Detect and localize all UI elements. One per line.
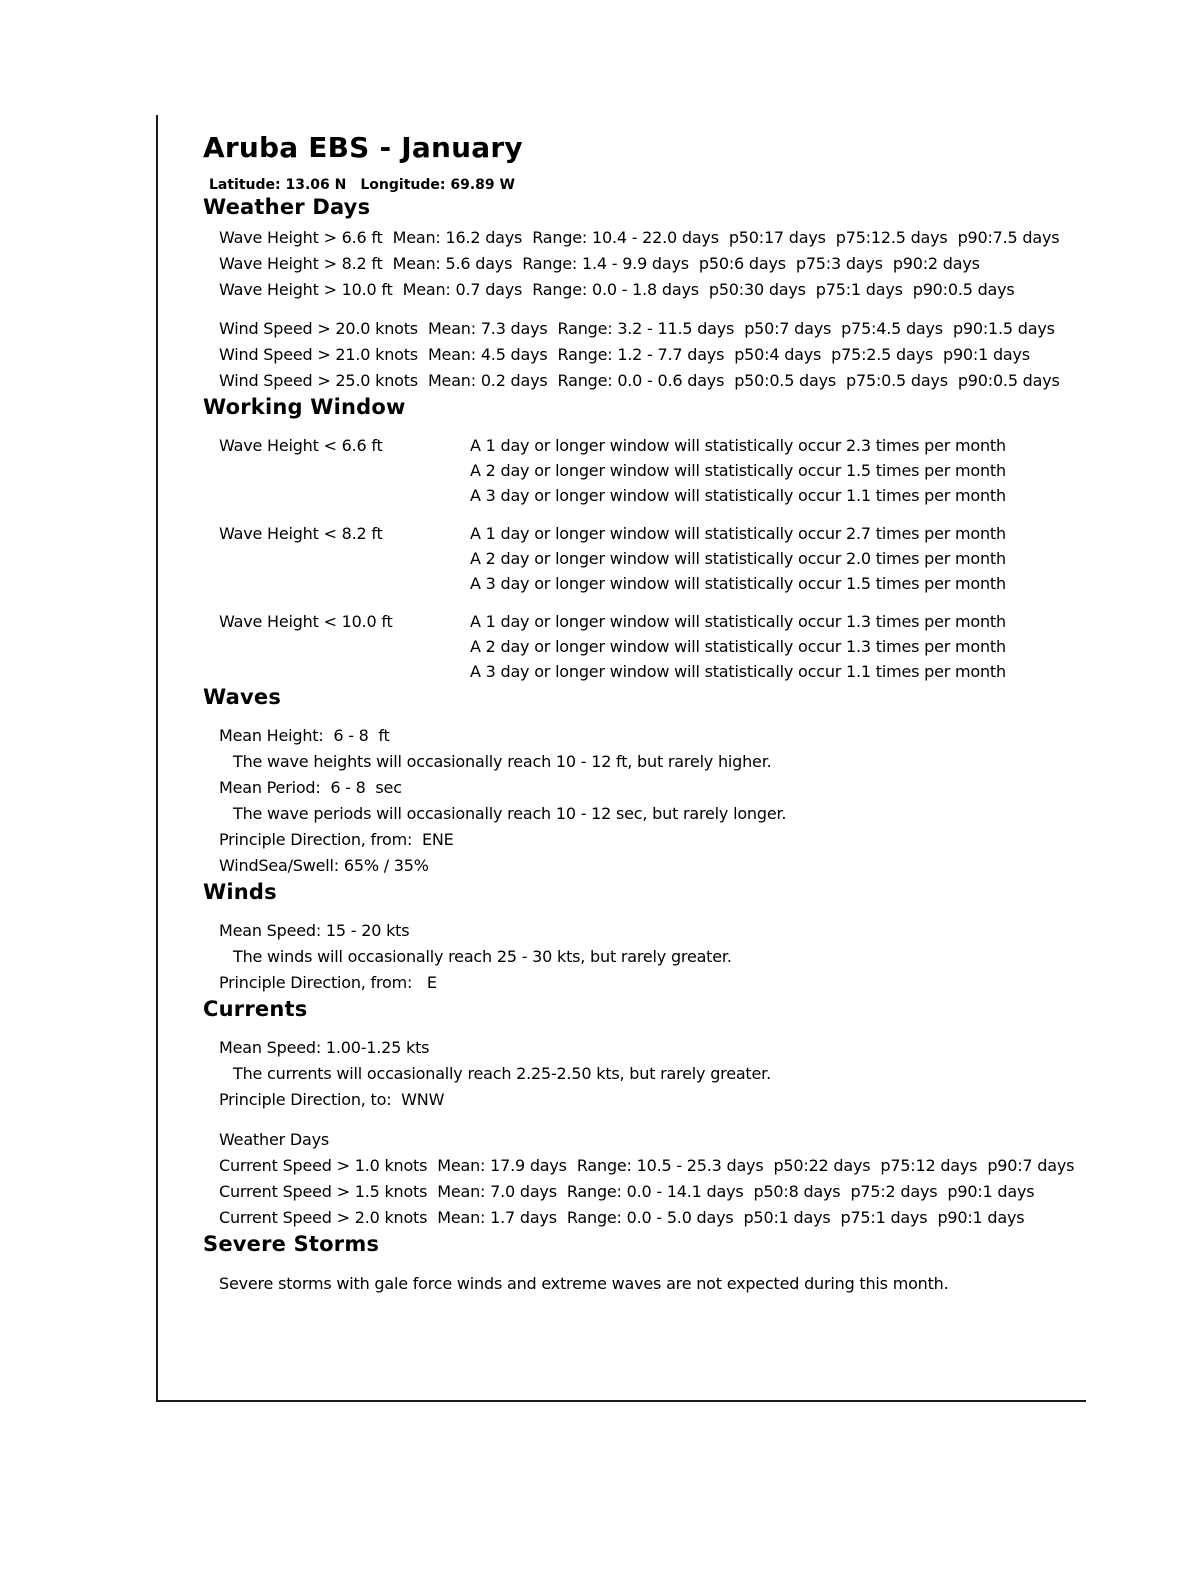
row-range: Range: 3.2 - 11.5 days [557,319,735,338]
table-row [203,316,1188,342]
page-bottom-border [156,1400,1086,1402]
waves-mean-height: Mean Height: 6 - 8 ft [219,726,390,745]
row-range: Range: 10.4 - 22.0 days [532,228,719,247]
currents-weather-days-label: Weather Days [219,1130,329,1149]
waves-section-body [203,723,1188,879]
row-p50: p50:22 days [773,1156,871,1175]
row-p90: p90:7.5 days [957,228,1060,247]
section-heading-winds: Winds [203,880,277,904]
row-mean: Mean: 5.6 days [392,254,513,273]
row-p90: p90:0.5 days [957,371,1060,390]
row-p75: p75:4.5 days [841,319,943,338]
row-condition: Wave Height > 6.6 ft [219,228,383,247]
section-heading-working-window: Working Window [203,395,406,419]
winds-speed-note: The winds will occasionally reach 25 - 30 kts, but rarely greater. [233,947,732,966]
row-p75: p75:1 days [840,1208,928,1227]
row-condition: Wind Speed > 20.0 knots [219,319,418,338]
row-p75: p75:1 days [815,280,903,299]
working-window-line: A 2 day or longer window will statistically occur 1.5 times per month [470,461,1006,480]
row-range: Range: 1.4 - 9.9 days [522,254,689,273]
table-row [203,225,1188,251]
currents-mean-speed: Mean Speed: 1.00-1.25 kts [219,1038,430,1057]
row-p75: p75:0.5 days [846,371,948,390]
row-p90: p90:7 days [987,1156,1075,1175]
row-mean: Mean: 16.2 days [392,228,523,247]
waves-principle-direction: Principle Direction, from: ENE [219,830,454,849]
page-title: Aruba EBS - January [203,131,523,164]
row-range: Range: 0.0 - 14.1 days [566,1182,744,1201]
working-window-line: A 1 day or longer window will statistically occur 2.7 times per month [470,524,1006,543]
working-window-condition: Wave Height < 8.2 ft [219,524,383,543]
section-heading-weather-days: Weather Days [203,195,371,219]
currents-speed-note: The currents will occasionally reach 2.25-2.50 kts, but rarely greater. [233,1064,771,1083]
row-range: Range: 0.0 - 0.6 days [557,371,725,390]
row-condition: Wave Height > 8.2 ft [219,254,383,273]
waves-period-note: The wave periods will occasionally reach 10 - 12 sec, but rarely longer. [233,804,787,823]
table-row [203,251,1188,277]
report-content [203,130,1188,1297]
working-window-line: A 3 day or longer window will statistically occur 1.1 times per month [470,486,1006,505]
row-p50: p50:30 days [708,280,806,299]
row-mean: Mean: 4.5 days [427,345,548,364]
row-p50: p50:4 days [734,345,822,364]
working-window-group [203,521,1188,596]
row-p75: p75:12 days [880,1156,978,1175]
row-condition: Wind Speed > 21.0 knots [219,345,418,364]
wind-speed-weather-days-rows [203,316,1188,394]
coordinates [209,176,1188,194]
winds-section-body [203,918,1188,996]
row-p50: p50:17 days [728,228,826,247]
working-window-group [203,609,1188,684]
working-window-line: A 3 day or longer window will statistically occur 1.1 times per month [470,662,1006,681]
row-p90: p90:1 days [942,345,1030,364]
row-p90: p90:1 days [947,1182,1035,1201]
section-heading-waves: Waves [203,685,282,709]
row-p90: p90:1.5 days [952,319,1055,338]
waves-mean-period: Mean Period: 6 - 8 sec [219,778,402,797]
row-p75: p75:2 days [850,1182,938,1201]
row-condition: Current Speed > 2.0 knots [219,1208,428,1227]
page-left-border [156,115,158,1402]
working-window-line: A 2 day or longer window will statistically occur 1.3 times per month [470,637,1006,656]
row-p90: p90:0.5 days [912,280,1015,299]
working-window-line: A 1 day or longer window will statistically occur 1.3 times per month [470,612,1006,631]
row-mean: Mean: 7.3 days [427,319,548,338]
working-window-lines [470,609,1188,684]
waves-height-note: The wave heights will occasionally reach 10 - 12 ft, but rarely higher. [233,752,772,771]
section-heading-currents: Currents [203,997,308,1021]
row-mean: Mean: 7.0 days [437,1182,557,1201]
waves-windsea-swell: WindSea/Swell: 65% / 35% [219,856,429,875]
current-speed-weather-days-rows [203,1153,1188,1231]
table-row [203,368,1188,394]
table-row [203,342,1188,368]
row-condition: Current Speed > 1.0 knots [219,1156,428,1175]
row-p90: p90:2 days [892,254,980,273]
row-condition: Wind Speed > 25.0 knots [219,371,418,390]
row-condition: Wave Height > 10.0 ft [219,280,393,299]
row-mean: Mean: 1.7 days [437,1208,557,1227]
currents-section-body [203,1035,1188,1113]
working-window-lines [470,433,1188,508]
latitude-value: Latitude: 13.06 N [209,177,347,193]
table-row [203,277,1188,303]
working-window-condition: Wave Height < 10.0 ft [219,612,393,631]
row-p50: p50:8 days [753,1182,841,1201]
row-p50: p50:1 days [743,1208,831,1227]
section-heading-severe-storms: Severe Storms [203,1232,380,1256]
row-mean: Mean: 17.9 days [437,1156,567,1175]
table-row [203,1205,1188,1231]
row-condition: Current Speed > 1.5 knots [219,1182,428,1201]
working-window-group [203,433,1188,508]
row-range: Range: 0.0 - 1.8 days [532,280,699,299]
winds-mean-speed: Mean Speed: 15 - 20 kts [219,921,410,940]
row-p50: p50:6 days [698,254,786,273]
working-window-line: A 2 day or longer window will statistically occur 2.0 times per month [470,549,1006,568]
row-range: Range: 0.0 - 5.0 days [566,1208,734,1227]
working-window-line: A 1 day or longer window will statistically occur 2.3 times per month [470,436,1006,455]
row-p75: p75:12.5 days [835,228,948,247]
row-p75: p75:3 days [795,254,883,273]
winds-principle-direction: Principle Direction, from: E [219,973,437,992]
currents-principle-direction: Principle Direction, to: WNW [219,1090,445,1109]
table-row [203,1179,1188,1205]
row-p90: p90:1 days [937,1208,1025,1227]
working-window-line: A 3 day or longer window will statistically occur 1.5 times per month [470,574,1006,593]
longitude-value: Longitude: 69.89 W [360,177,515,193]
row-p75: p75:2.5 days [831,345,933,364]
table-row [203,1153,1188,1179]
row-p50: p50:7 days [744,319,832,338]
severe-storms-text: Severe storms with gale force winds and extreme waves are not expected during this month. [219,1274,949,1293]
row-mean: Mean: 0.2 days [427,371,548,390]
wave-height-weather-days-rows [203,225,1188,303]
row-p50: p50:0.5 days [734,371,837,390]
working-window-condition: Wave Height < 6.6 ft [219,436,383,455]
row-range: Range: 10.5 - 25.3 days [576,1156,764,1175]
working-window-lines [470,521,1188,596]
row-range: Range: 1.2 - 7.7 days [557,345,725,364]
row-mean: Mean: 0.7 days [402,280,523,299]
